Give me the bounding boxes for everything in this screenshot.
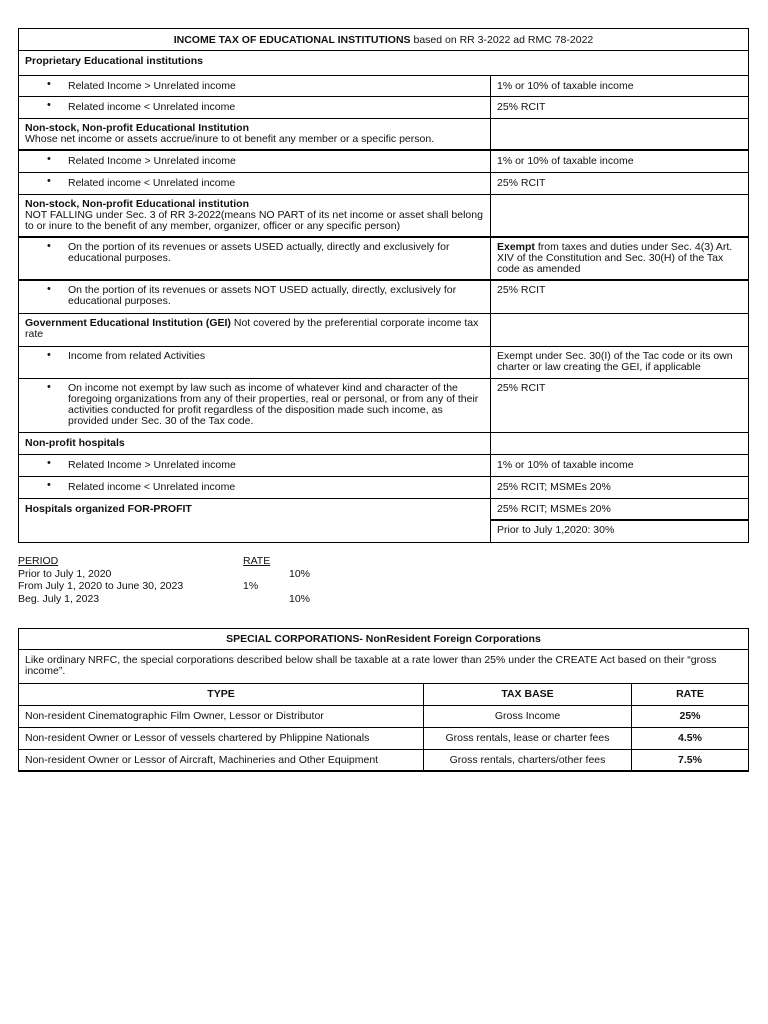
column-header-type: TYPE (19, 684, 424, 705)
intro-row (18, 650, 749, 684)
table-row (18, 455, 749, 477)
row-label: • On the portion of its revenues or assets USED actually, directly and exclusively for educational purposes. (19, 238, 491, 279)
section-header-sub: Whose net income or assets accrue/inure to ot benefit any member or a specific person. (25, 133, 435, 146)
table-title: SPECIAL CORPORATIONS- NonResident Foreign Corporations (226, 633, 541, 645)
type-cell: Non-resident Cinematographic Film Owner, Lessor or Distributor (19, 706, 424, 727)
section-header (19, 314, 491, 346)
period-row (18, 581, 338, 594)
section-header-title: Non-stock, Non-profit Educational institution (25, 198, 249, 210)
table-row (18, 97, 749, 119)
row-label: • Related Income > Unrelated income (19, 151, 491, 172)
section-header-row (18, 433, 749, 455)
row-label: • Related income < Unrelated income (19, 477, 491, 498)
rate-header-label: RATE (243, 555, 271, 567)
educational-institutions-table (18, 28, 749, 543)
row-rate: 25% RCIT (497, 177, 546, 189)
table-row (18, 706, 749, 728)
rate-bold: Exempt (497, 241, 535, 253)
rate-rest: from taxes and duties under Sec. 4(3) Art. XIV of the Constitution and Sec. 30(H) of the Tax code as amended (497, 241, 733, 276)
section-header-sub: NOT FALLING under Sec. 3 of RR 3-2022(means NO PART of its net income or asset shall belong to or inure to the benefit of any member, organizer, officer or any specific person) (25, 209, 483, 233)
row-label: Hospitals organized FOR-PROFIT (19, 499, 491, 542)
row-rate (491, 238, 748, 279)
table-row (18, 151, 749, 173)
row-rate: 25% RCIT (497, 382, 546, 394)
section-header-row (18, 51, 749, 76)
header-row (18, 684, 749, 706)
empty-cell (491, 433, 748, 454)
period-rate-list (18, 556, 338, 606)
table-row (18, 347, 749, 379)
row-rate: Exempt under Sec. 30(I) of the Tac code or its own charter or law creating the GEI, if applicable (497, 350, 733, 374)
type-cell: Non-resident Owner or Lessor of Aircraft, Machineries and Other Equipment (19, 750, 424, 770)
row-label: • Income from related Activities (19, 347, 491, 378)
section-header-rest: Not covered by the preferential corporate income tax rate (25, 317, 479, 341)
row-rate: 1% or 10% of taxable income (497, 80, 634, 92)
base-cell: Gross Income (424, 706, 632, 727)
rate-cell: 25% (679, 710, 701, 722)
table-row (18, 76, 749, 97)
section-header (19, 195, 491, 236)
section-header: Non-profit hospitals (19, 433, 491, 454)
intro-text: Like ordinary NRFC, the special corporations described below shall be taxable at a rate lower than 25% under the CREATE Act based on their “gross income”. (25, 654, 717, 678)
table-title-row (18, 628, 749, 650)
table-row (18, 238, 749, 281)
row-rate: 25% RCIT (497, 101, 546, 113)
section-header-row (18, 119, 749, 151)
row-label: • Related income < Unrelated income (19, 97, 491, 118)
period-label: Beg. July 1, 2023 (18, 592, 100, 605)
table-title (19, 29, 748, 50)
period-rate: 10% (289, 592, 311, 605)
type-cell: Non-resident Owner or Lessor of vessels chartered by Phlippine Nationals (19, 728, 424, 749)
table-row (18, 499, 749, 543)
period-header (18, 556, 338, 569)
empty-cell (491, 314, 748, 346)
row-rate: 25% RCIT; MSMEs 20% (491, 499, 748, 521)
empty-cell (491, 119, 748, 149)
row-label: • Related Income > Unrelated income (19, 455, 491, 476)
period-row (18, 594, 338, 607)
section-header-row (18, 314, 749, 347)
table-row (18, 728, 749, 750)
period-label: From July 1, 2020 to June 30, 2023 (18, 580, 184, 592)
row-label: • On the portion of its revenues or assets NOT USED actually, directly, exclusively for educational purposes. (19, 281, 491, 313)
table-row (18, 173, 749, 195)
base-cell: Gross rentals, lease or charter fees (424, 728, 632, 749)
column-header-rate: RATE (676, 688, 704, 700)
base-cell: Gross rentals, charters/other fees (424, 750, 632, 770)
rate-cell: 7.5% (678, 754, 702, 766)
row-rate: 25% RCIT (497, 284, 546, 296)
period-header-label: PERIOD (18, 555, 59, 567)
row-rate: Prior to July 1,2020: 30% (497, 524, 615, 536)
table-row (18, 477, 749, 499)
table-title-row (18, 28, 749, 51)
title-bold: INCOME TAX OF EDUCATIONAL INSTITUTIONS (173, 34, 411, 46)
title-rest: based on RR 3-2022 ad RMC 78-2022 (410, 34, 594, 46)
section-header-row (18, 195, 749, 238)
table-row (18, 281, 749, 314)
section-header: Proprietary Educational institutions (25, 55, 203, 67)
section-header (19, 119, 491, 149)
row-rate: 1% or 10% of taxable income (497, 459, 634, 471)
row-rate: 25% RCIT; MSMEs 20% (497, 481, 611, 493)
empty-cell (491, 195, 748, 236)
section-header-title: Non-stock, Non-profit Educational Institution (25, 122, 249, 134)
table-row (18, 750, 749, 772)
column-header-base: TAX BASE (424, 684, 632, 705)
row-rate-group (491, 499, 748, 542)
table-row (18, 379, 749, 433)
row-label: • Related income < Unrelated income (19, 173, 491, 194)
special-corporations-table (18, 628, 749, 772)
row-rate: 1% or 10% of taxable income (497, 155, 634, 167)
rate-cell: 4.5% (678, 732, 702, 744)
period-rate: 1% (243, 580, 259, 592)
period-rate: 10% (289, 567, 311, 580)
period-label: Prior to July 1, 2020 (18, 567, 112, 580)
row-label: • Related Income > Unrelated income (19, 76, 491, 96)
row-label: • On income not exempt by law such as income of whatever kind and character of the foregoing organizations from any of their properties, real or personal, or from any of their activities conducted for profit regardless of the disposition made such income, as provided under Sec. 30 of the Tax code. (19, 379, 491, 432)
section-header-bold: Government Educational Institution (GEI) (25, 317, 231, 329)
